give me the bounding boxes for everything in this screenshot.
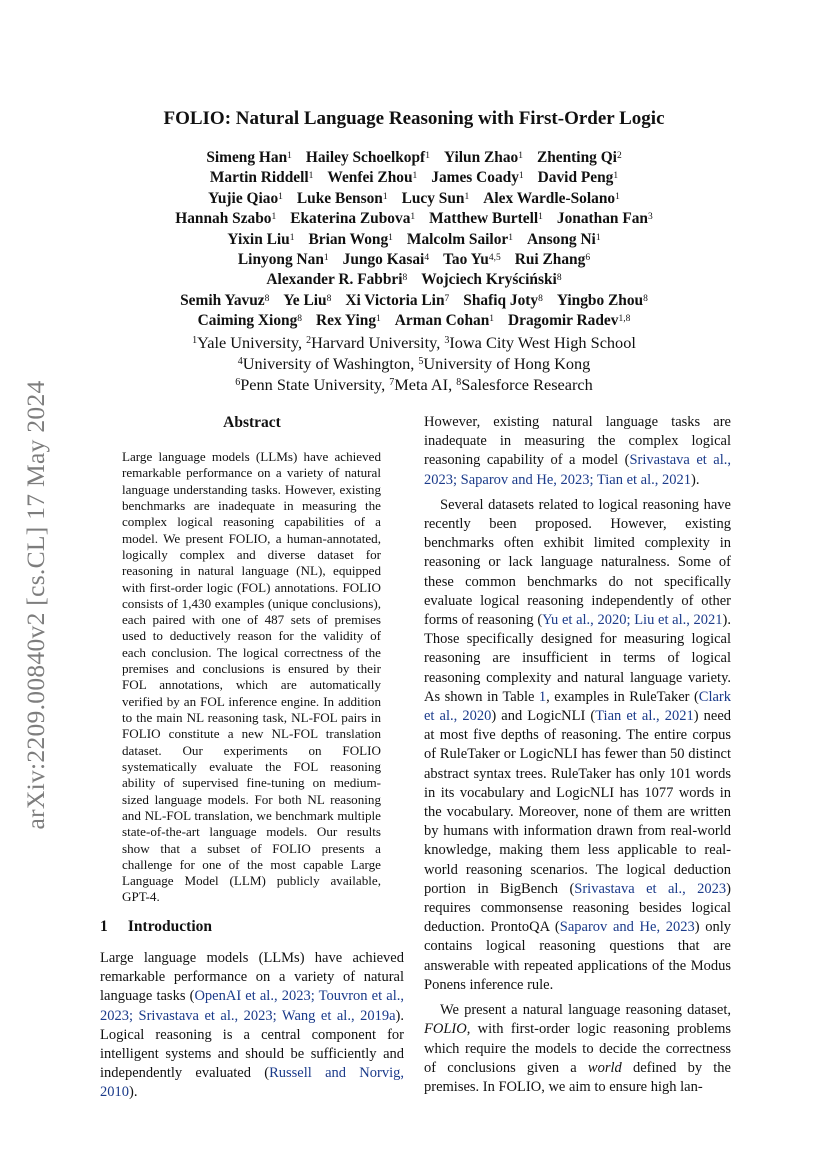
abstract-heading: Abstract xyxy=(223,414,281,431)
author-line xyxy=(100,230,728,250)
author-name: Shafiq Joty$^8$ xyxy=(463,291,543,309)
author-line xyxy=(100,209,728,229)
author-name: Malcolm Sailor$^1$ xyxy=(406,230,513,248)
author-name: Hannah Szabo$^1$ xyxy=(175,210,277,228)
paragraph xyxy=(424,1001,731,1097)
author-name: Brian Wong$^1$ xyxy=(308,230,393,248)
paragraph xyxy=(424,413,731,490)
citation-link[interactable]: OpenAI et al., 2023; Touvron et al., 2023; Srivastava et al., 2023; Wang et al., 2019a xyxy=(100,988,404,1024)
text-run: Several datasets related to logical reasoning have recently been proposed. However, existing benchmarks often exhibit limited complexity in reasoning or lack language naturalness. Some of these common benchmarks do not specifically evaluate logical reasoning independently of other forms of reasoning ( xyxy=(424,496,731,629)
emphasis: world xyxy=(587,1059,622,1076)
affiliation-list xyxy=(100,332,728,395)
author-name: Zhenting Qi$^2$ xyxy=(536,149,622,166)
author-name: Linyong Nan$^1$ xyxy=(237,251,329,269)
author-name: Arman Cohan$^1$ xyxy=(394,312,495,330)
abstract-text: Large language models (LLMs) have achieved remarkable performance on a variety of natural language understanding tasks. However, existing benchmarks are inadequate in measuring the complex logical reasoning capabilities of a model. We present FOLIO, a human-annotated, logically complex and diverse dataset for reasoning in natural language (NL), equipped with first-order logic (FOL) annotations. FOLIO consists of 1,430 examples (unique conclusions), each paired with one of 487 sets of premises used to deductively reason for the validity of each conclusion. The logical correctness of the premises and conclusions is ensured by their FOL annotations, which are automatically verified by an FOL inference engine. In addition to the main NL reasoning task, NL-FOL pairs in FOLIO constitute a new NL-FOL translation dataset. Our experiments on FOLIO systematically evaluate the FOL reasoning ability of supervised fine-tuning on medium-sized language models. For both NL reasoning and NL-FOL translation, we benchmark multiple state-of-the-art language models. Our results show that a subset of FOLIO presents a challenge for one of the most capable Large Language Model (LLM) publicly available, GPT-4. xyxy=(122,449,381,905)
text-run: , examples in RuleTaker ( xyxy=(546,688,699,705)
author-line xyxy=(100,148,728,168)
citation-link[interactable]: Saparov and He, 2023 xyxy=(559,919,695,936)
citation-link[interactable]: Srivastava et al., 2023 xyxy=(574,880,727,897)
author-name: Yilun Zhao$^1$ xyxy=(443,149,523,166)
citation-link[interactable]: Srivastava et al., 2023; Saparov and He, 2023; Tian et al., 2021 xyxy=(424,452,731,488)
author-line xyxy=(100,250,728,270)
text-run: defined by the premises. In FOLIO, we aim to ensure high lan- xyxy=(424,1059,731,1095)
citation-link[interactable]: Clark et al., 2020 xyxy=(424,688,731,725)
author-block xyxy=(100,148,728,395)
paragraph xyxy=(424,496,731,995)
author-name: James Coady$^1$ xyxy=(431,169,524,187)
author-name: Caiming Xiong$^8$ xyxy=(197,312,303,330)
author-list xyxy=(100,148,728,332)
section-number: 1 xyxy=(100,918,108,935)
author-line xyxy=(100,291,728,311)
author-name: Dragomir Radev$^{1,8}$ xyxy=(508,312,631,330)
text-run: We present a natural language reasoning dataset, xyxy=(440,1002,731,1019)
author-line xyxy=(100,270,728,290)
section-heading-introduction xyxy=(100,918,212,936)
author-name: Ekaterina Zubova$^1$ xyxy=(290,210,416,228)
author-name: Rui Zhang$^6$ xyxy=(514,251,591,269)
text-run: , with first-order logic reasoning problems which require the models to decide the correctness of conclusions given a xyxy=(424,1021,731,1076)
affiliation-line: $^4$University of Washington, $^5$University of Hong Kong xyxy=(237,353,591,373)
affiliation-line: $^6$Penn State University, $^7$Meta AI, $^8$Salesforce Research xyxy=(235,374,593,394)
text-run: ) need at most five depths of reasoning. The entire corpus of RuleTaker or LogicNLI has fewer than 50 distinct abstract syntax trees. RuleTaker has only 101 words in its vocabulary and LogicNLI has 1077 words in the vocabulary. Moreover, none of them are written by humans with information drawn from real-world knowledge, making them less applicable to real-world reasoning scenarios. The logical deduction portion in BigBench ( xyxy=(424,708,732,897)
author-name: Wojciech Kryściński$^8$ xyxy=(421,271,562,289)
author-name: Matthew Burtell$^1$ xyxy=(429,210,543,228)
citation-link[interactable]: 1 xyxy=(538,688,547,705)
author-line xyxy=(100,189,728,209)
author-name: Rex Ying$^1$ xyxy=(316,312,381,330)
author-line xyxy=(100,311,728,331)
author-name: Jungo Kasai$^4$ xyxy=(342,251,430,269)
text-run: ) and LogicNLI ( xyxy=(491,708,596,725)
citation-link[interactable]: Tian et al., 2021 xyxy=(595,708,694,725)
author-name: Wenfei Zhou$^1$ xyxy=(327,169,418,187)
author-name: Martin Riddell$^1$ xyxy=(209,169,314,187)
affiliation-line: $^1$Yale University, $^2$Harvard University, $^3$Iowa City West High School xyxy=(192,332,636,352)
author-name: Yujie Qiao$^1$ xyxy=(208,189,283,207)
author-name: Xi Victoria Lin$^7$ xyxy=(345,291,450,309)
citation-link[interactable]: Yu et al., 2020; Liu et al., 2021 xyxy=(542,612,723,629)
text-run: ). xyxy=(691,471,700,488)
author-name: Semih Yavuz$^8$ xyxy=(180,291,270,309)
text-run: ) only contains logical reasoning questions that are answerable with repeated applications of the Modus Ponens inference rule. xyxy=(424,919,732,993)
paragraph xyxy=(100,949,404,1103)
text-run: ). Those specifically designed for measuring logical reasoning are insufficient in terms of logical reasoning complexity and natural language variety. As shown in Table xyxy=(424,612,732,705)
author-name: Alex Wardle-Solano$^1$ xyxy=(483,189,620,207)
text-run: ). xyxy=(129,1084,138,1101)
author-name: Ye Liu$^8$ xyxy=(283,291,332,309)
author-name: Luke Benson$^1$ xyxy=(296,189,388,207)
section-title: Introduction xyxy=(127,918,212,935)
citation-link[interactable]: Russell and Norvig, 2010 xyxy=(100,1065,404,1101)
author-name: Tao Yu$^{4,5}$ xyxy=(443,251,501,269)
text-run: However, existing natural language tasks are inadequate in measuring the complex logical reasoning capability of a model ( xyxy=(424,414,731,469)
text-run: ) requires commonsense reasoning besides logical deduction. ProntoQA ( xyxy=(424,880,731,936)
right-column-body xyxy=(424,413,731,1103)
author-name: Hailey Schoelkopf$^1$ xyxy=(305,149,430,166)
author-name: Yingbo Zhou$^8$ xyxy=(556,291,648,309)
author-name: Jonathan Fan$^3$ xyxy=(556,210,653,228)
paper-title: FOLIO: Natural Language Reasoning with First-Order Logic xyxy=(163,108,665,129)
author-name: David Peng$^1$ xyxy=(537,169,619,187)
text-run: ). Logical reasoning is a central component for intelligent systems and should be sufficiently and independently evaluated ( xyxy=(100,1007,404,1082)
arxiv-identifier: arXiv:2209.00840v2 [cs.CL] 17 May 2024 xyxy=(21,380,50,830)
author-name: Alexander R. Fabbri$^8$ xyxy=(266,271,408,289)
arxiv-watermark xyxy=(16,358,56,852)
author-name: Ansong Ni$^1$ xyxy=(526,230,601,248)
introduction-body xyxy=(100,949,404,1103)
author-line xyxy=(100,168,728,188)
text-run: Large language models (LLMs) have achieved remarkable performance on a variety of natural language tasks ( xyxy=(100,950,404,1005)
author-name: Lucy Sun$^1$ xyxy=(401,189,470,207)
emphasis: FOLIO xyxy=(424,1021,467,1038)
author-name: Simeng Han$^1$ xyxy=(206,149,292,166)
author-name: Yixin Liu$^1$ xyxy=(227,230,295,248)
